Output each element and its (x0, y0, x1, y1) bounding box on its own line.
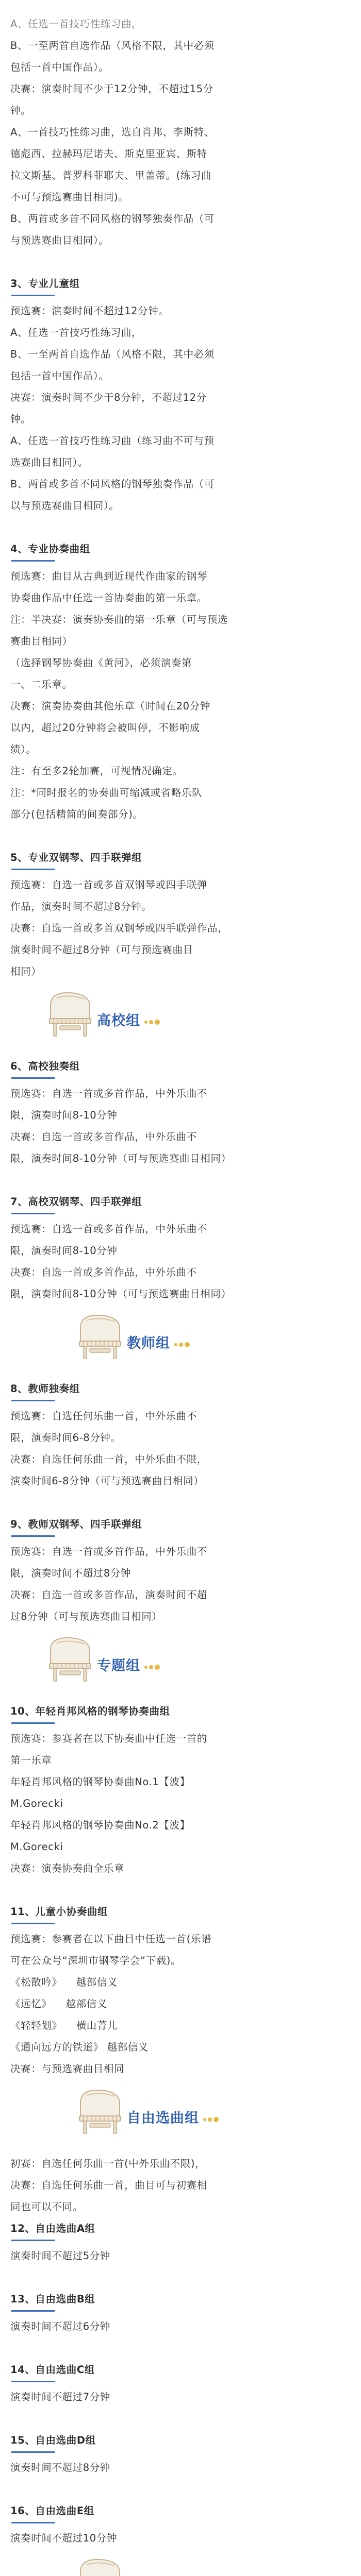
section-heading: 14、自由选曲C组 (10, 2364, 95, 2376)
heading-underline (11, 2381, 55, 2382)
decorative-dots (144, 1016, 161, 1026)
section-banner (10, 2080, 349, 2153)
text-line: 以与预选赛曲目相同）。 (10, 500, 120, 512)
spacer (10, 2408, 349, 2430)
section-heading: 5、专业双钢琴、四手联弹组 (10, 852, 142, 863)
piano-icon (76, 1311, 124, 1361)
text-line: 钟。 (10, 105, 31, 116)
dot-icon (203, 2118, 206, 2121)
section-heading: 8、教师独奏组 (10, 1383, 80, 1395)
piano-icon (76, 1311, 124, 1363)
text-line: 预选赛：自选一首或多首作品，中外乐曲不 (10, 1088, 207, 1099)
section-heading: 7、高校双钢琴、四手联弹组 (10, 1196, 142, 1208)
spacer (10, 1879, 349, 1901)
text-line: B、一至两首自选作品（风格不限，其中必须 (10, 40, 215, 52)
text-line: 不可与预选赛曲目相同)。 (10, 191, 129, 203)
spacer (10, 1492, 349, 1514)
spacer (10, 2267, 349, 2289)
piano-icon (46, 989, 94, 1038)
dot-icon (174, 1343, 177, 1346)
section-heading: 15、自由选曲D组 (10, 2434, 96, 2446)
section-heading: 12、自由选曲A组 (10, 2223, 95, 2234)
section-banner (10, 2549, 349, 2576)
text-line: 年轻肖邦风格的钢琴协奏曲No.1【波】 (10, 1776, 190, 1788)
text-line: 预选赛：自选一首或多首作品，中外乐曲不 (10, 1546, 207, 1557)
text-line: 限，演奏时间8-10分钟（可与预选赛曲目相同） (10, 1153, 232, 1164)
heading-underline (11, 560, 55, 562)
dot-icon (208, 2117, 212, 2122)
section-heading: 9、教师双钢琴、四手联弹组 (10, 1518, 142, 1530)
section-banner-label: 专题组 (97, 1658, 140, 1674)
section-banner-label: 高校组 (97, 1013, 140, 1029)
text-line: 演奏时间不超过7分钟 (10, 2391, 110, 2403)
text-line: 决赛：自选任何乐曲一首，中外乐曲不限， (10, 1453, 207, 1465)
text-line: 限，演奏时间不超过8分钟 (10, 1567, 132, 1579)
piano-icon (46, 1634, 94, 1685)
decorative-dots (144, 1662, 161, 1671)
text-line: 预选赛：参赛者在以下协奏曲中任选一首的 (10, 1733, 207, 1744)
spacer (10, 825, 349, 847)
heading-underline (11, 295, 55, 296)
spacer (10, 517, 349, 538)
text-line: 年轻肖邦风格的钢琴协奏曲No.2【波】 (10, 1819, 190, 1831)
dot-icon (214, 2117, 219, 2122)
heading-underline (11, 1535, 55, 1537)
text-line: 决赛：自选一首或多首双钢琴或四手联弹作品， (10, 922, 228, 934)
text-line: 第一乐章 (10, 1754, 52, 1766)
section-heading: 3、专业儿童组 (10, 278, 80, 290)
text-line: 演奏时间不超过8分钟 (10, 2462, 110, 2473)
text-line: 决赛：自选一首或多首作品，中外乐曲不 (10, 1266, 197, 1278)
text-line: 相同） (10, 965, 42, 977)
text-line: M.Gorecki (10, 1841, 63, 1853)
section-heading: 10、年轻肖邦风格的钢琴协奏曲组 (10, 1705, 170, 1717)
dot-icon (144, 1666, 147, 1669)
text-line: 以内，超过20分钟将会被叫停，不影响成 (10, 722, 200, 734)
heading-underline (11, 1400, 55, 1401)
section-heading: 6、高校独奏组 (10, 1060, 80, 1072)
text-line: 德彪西、拉赫玛尼诺夫、斯克里亚宾、斯特 (10, 148, 207, 160)
heading-underline (11, 1077, 55, 1079)
text-line: 决赛：演奏协奏曲其他乐章（时间在20分钟 (10, 700, 210, 712)
piano-icon (46, 989, 94, 1040)
section-banner (10, 982, 349, 1056)
text-line: M.Gorecki (10, 1798, 63, 1809)
piano-icon (76, 2555, 124, 2576)
text-line: B、两首或多首不同风格的钢琴独奏作品（可 (10, 213, 215, 225)
text-line: （选择钢琴协奏曲《黄河》，必须演奏第 (10, 657, 192, 669)
section-heading: 4、专业协奏曲组 (10, 543, 90, 555)
piano-icon (76, 2086, 124, 2138)
text-line: 绩）。 (10, 743, 37, 755)
heading-underline (11, 1213, 55, 1214)
text-line: 钟。 (10, 413, 31, 425)
section-banner (10, 1305, 349, 1378)
text-line: 演奏时间不超过6分钟 (10, 2320, 110, 2332)
text-line: 包括一首中国作品）。 (10, 370, 109, 382)
heading-underline (11, 2240, 55, 2241)
text-line: 部分(包括精简的间奏部分)。 (10, 808, 143, 820)
section-banner (10, 1628, 349, 1701)
dot-icon (155, 1020, 160, 1025)
text-line: 决赛：自选一首或多首作品，中外乐曲不 (10, 1131, 197, 1143)
text-line: 限，演奏时间6-8分钟。 (10, 1432, 121, 1444)
text-line: 决赛：演奏协奏曲全乐章 (10, 1862, 125, 1874)
text-line: 演奏时间6-8分钟（可与预选赛曲目相同） (10, 1475, 204, 1487)
decorative-dots (174, 1339, 191, 1349)
dot-icon (149, 1020, 153, 1024)
text-line: 限，演奏时间8-10分钟（可与预选赛曲目相同） (10, 1288, 232, 1300)
section-heading: 11、儿童小协奏曲组 (10, 1906, 108, 1918)
text-line: 注：有至多2轮加赛，可视情况确定。 (10, 765, 183, 777)
text-line: 注：*同时报名的协奏曲可缩减或省略乐队 (10, 787, 203, 799)
text-line: 《松散吟》 越部信义 (10, 1976, 118, 1988)
text-line: 决赛：与预选赛曲目相同 (10, 2063, 125, 2075)
text-line: 决赛：自选任何乐曲一首，曲目可与初赛相 (10, 2179, 207, 2191)
spacer (10, 2337, 349, 2359)
text-line: 预选赛：曲目从古典到近现代作曲家的钢琴 (10, 570, 207, 582)
text-line: 一、二乐章。 (10, 679, 73, 690)
spacer (10, 2479, 349, 2500)
section-heading: 16、自由选曲E组 (10, 2505, 94, 2517)
text-line: 演奏时间不超过10分钟 (10, 2532, 117, 2544)
dot-icon (179, 1343, 183, 1347)
text-line: 拉文斯基、普罗科菲耶夫、里盖蒂。(练习曲 (10, 170, 212, 181)
piano-icon (76, 2086, 124, 2136)
text-line: 与预选赛曲目相同）。 (10, 234, 109, 246)
heading-underline (11, 1923, 55, 1924)
text-line: 决赛：演奏时间不少于12分钟，不超过15分 (10, 83, 214, 95)
text-line: 预选赛：参赛者在以下曲目中任选一首(乐谱 (10, 1933, 212, 1945)
decorative-dots (203, 2114, 220, 2124)
text-line: 决赛：自选一首或多首作品，演奏时间不超 (10, 1589, 207, 1601)
text-line: 决赛：演奏时间不少于8分钟，不超过12分 (10, 392, 207, 403)
text-line: 预选赛：演奏时间不超过12分钟。 (10, 305, 169, 317)
piano-icon (76, 2555, 124, 2576)
text-line: 《远忆》 越部信义 (10, 1998, 107, 2010)
heading-underline (11, 2451, 55, 2453)
text-line: 同也可以不同。 (10, 2201, 83, 2213)
spacer (10, 1170, 349, 1191)
section-banner-label: 自由选曲组 (127, 2110, 199, 2126)
text-line: 过8分钟（可与预选赛曲目相同） (10, 1611, 162, 1622)
text-line: 演奏时间不超过8分钟（可与预选赛曲目 (10, 944, 193, 956)
text-line: A、任选一首技巧性练习曲， (10, 327, 142, 338)
text-line: 协奏曲作品中任选一首协奏曲的第一乐章。 (10, 592, 207, 604)
heading-underline (11, 2522, 55, 2523)
text-line: B、一至两首自选作品（风格不限，其中必须 (10, 348, 215, 360)
text-line: B、两首或多首不同风格的钢琴独奏作品（可 (10, 478, 215, 490)
text-line: 可在公众号“深圳市钢琴学会”下载)。 (10, 1955, 182, 1967)
heading-underline (11, 2310, 55, 2312)
section-heading: 13、自由选曲B组 (10, 2293, 95, 2305)
text-line: 《通向远方的铁道》 越部信义 (10, 2041, 149, 2053)
text-line: 限，演奏时间8-10分钟 (10, 1109, 118, 1121)
text-line: 选赛曲目相同）。 (10, 456, 89, 468)
dot-icon (144, 1021, 147, 1024)
heading-underline (11, 869, 55, 870)
text-line: 预选赛：自选任何乐曲一首，中外乐曲不 (10, 1410, 197, 1422)
text-line: 注：半决赛：演奏协奏曲的第一乐章（可与预选 (10, 614, 228, 625)
text-line: 赛曲目相同） (10, 635, 73, 647)
text-line: A、任选一首技巧性练习曲， (10, 18, 142, 30)
text-line: 预选赛：自选一首或多首作品，中外乐曲不 (10, 1223, 207, 1235)
dot-icon (185, 1342, 190, 1347)
heading-underline (11, 1722, 55, 1724)
dot-icon (149, 1665, 153, 1669)
piano-icon (46, 1634, 94, 1683)
text-line: 限，演奏时间8-10分钟 (10, 1245, 118, 1257)
spacer (10, 251, 349, 273)
text-line: 预选赛：自选一首或多首双钢琴或四手联弹 (10, 879, 207, 891)
text-line: 《轻轻划》 横山菁儿 (10, 2020, 118, 2031)
section-banner-label: 教师组 (127, 1335, 170, 1351)
text-line: 初赛：自选任何乐曲一首(中外乐曲不限)， (10, 2158, 206, 2170)
text-line: A、一首技巧性练习曲，选自肖邦、李斯特、 (10, 126, 215, 138)
text-line: 包括一首中国作品）。 (10, 61, 109, 73)
text-line: 演奏时间不超过5分钟 (10, 2250, 110, 2262)
text-line: A、任选一首技巧性练习曲（练习曲不可与预 (10, 435, 215, 447)
dot-icon (155, 1665, 160, 1670)
text-line: 作品，演奏时间不超过8分钟。 (10, 901, 152, 912)
